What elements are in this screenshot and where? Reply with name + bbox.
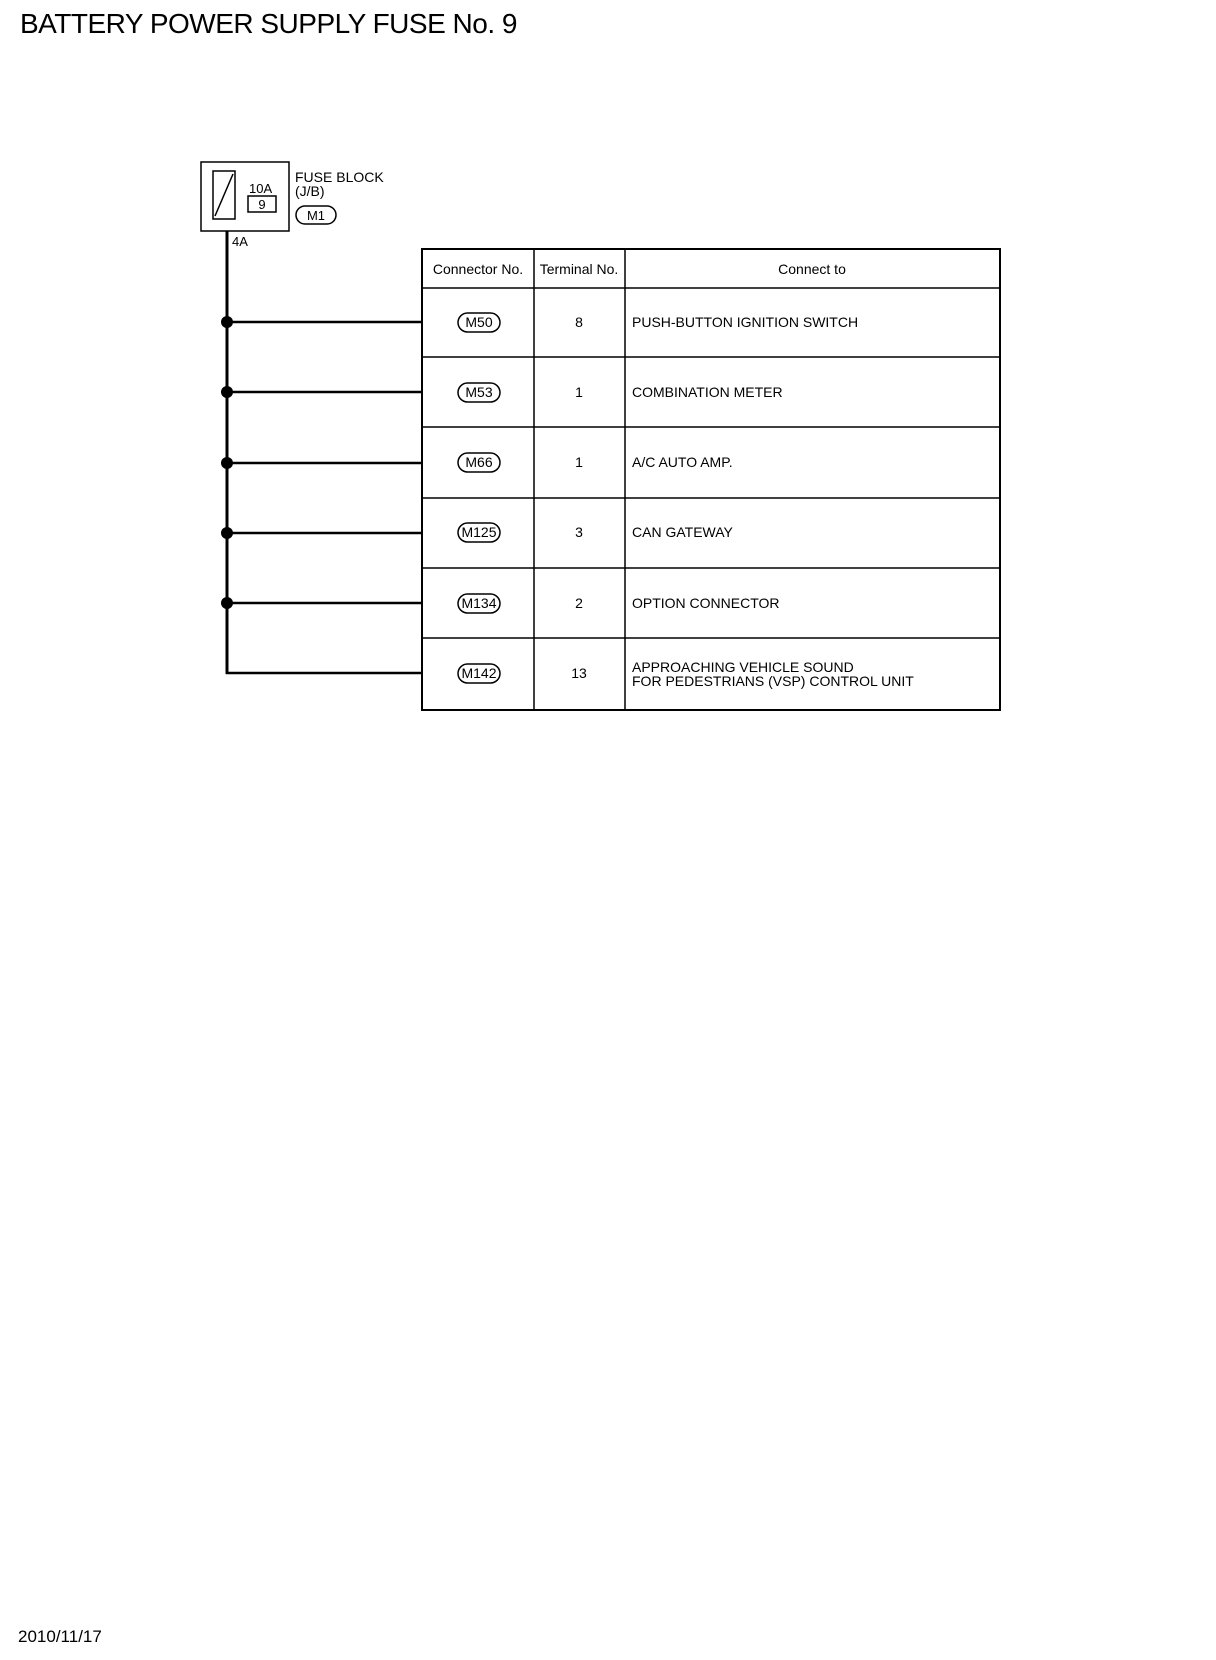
header-connect-to: Connect to xyxy=(778,261,846,277)
header-terminal-no: Terminal No. xyxy=(539,261,619,277)
junction-dot xyxy=(221,527,233,539)
fuse-symbol xyxy=(201,162,289,231)
table-cell-connect-to-line2: FOR PEDESTRIANS (VSP) CONTROL UNIT xyxy=(632,673,914,689)
fuse-block-label: FUSE BLOCK xyxy=(295,169,384,185)
table-cell-terminal: 1 xyxy=(575,454,583,470)
table-cell-connect-to: CAN GATEWAY xyxy=(632,524,733,540)
branch-wires xyxy=(221,316,422,673)
table-cell-connector: M142 xyxy=(461,665,497,681)
junction-dot xyxy=(221,597,233,609)
header-connector-no: Connector No. xyxy=(432,261,524,277)
table-cell-connect-to: PUSH-BUTTON IGNITION SWITCH xyxy=(632,314,859,330)
table-cell-connector: M50 xyxy=(465,314,493,330)
junction-dot xyxy=(221,316,233,328)
table-cell-connect-to: A/C AUTO AMP. xyxy=(632,454,733,470)
connection-table xyxy=(422,249,1000,710)
fuse-rating: 10A xyxy=(249,181,273,196)
table-cell-connector: M53 xyxy=(465,384,493,400)
fuse-terminal: 4A xyxy=(232,234,248,249)
table-cell-connector: M66 xyxy=(465,454,493,470)
table-cell-terminal: 1 xyxy=(575,384,583,400)
table-cell-terminal: 8 xyxy=(575,314,583,330)
table-cell-connector: M134 xyxy=(461,595,497,611)
table-cell-connect-to: OPTION CONNECTOR xyxy=(632,595,780,611)
fuse-number: 9 xyxy=(258,197,266,212)
table-cell-connector: M125 xyxy=(461,524,497,540)
table-cell-terminal: 2 xyxy=(575,595,583,611)
fuse-element-slash xyxy=(215,174,233,216)
fuse-connector: M1 xyxy=(306,208,326,223)
table-cell-terminal: 3 xyxy=(575,524,583,540)
junction-dot xyxy=(221,386,233,398)
table-cell-terminal: 13 xyxy=(571,665,587,681)
fuse-block-sublabel: (J/B) xyxy=(295,183,325,199)
table-cell-connect-to: APPROACHING VEHICLE SOUND xyxy=(632,659,854,675)
page-title: BATTERY POWER SUPPLY FUSE No. 9 xyxy=(20,8,517,39)
junction-dot xyxy=(221,457,233,469)
footer-date: 2010/11/17 xyxy=(18,1627,102,1646)
table-cell-connect-to: COMBINATION METER xyxy=(632,384,783,400)
